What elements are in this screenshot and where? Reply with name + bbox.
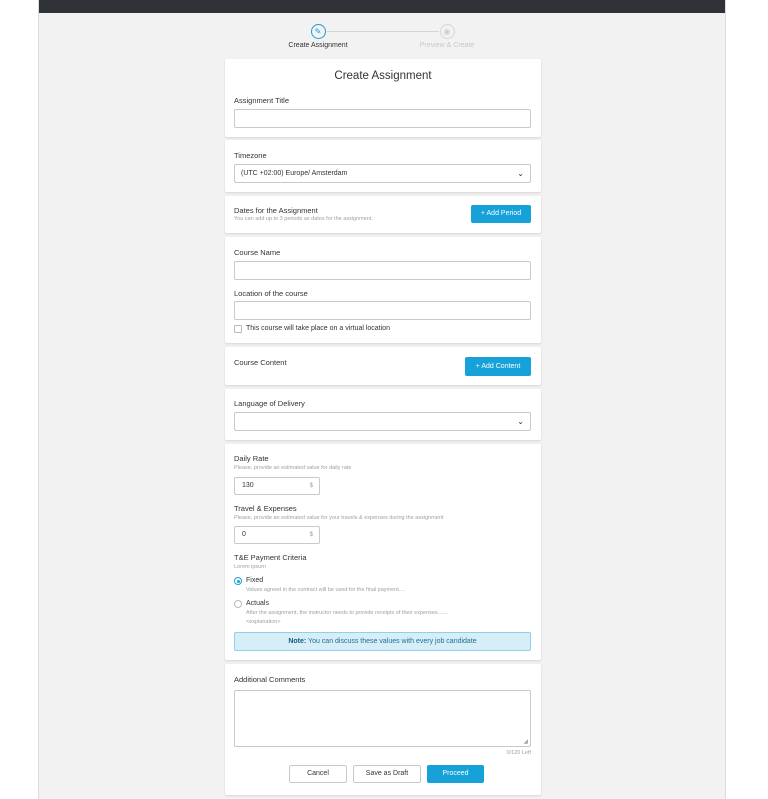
travel-input[interactable] — [234, 526, 320, 544]
actuals-label: Actuals — [246, 600, 269, 607]
note-text: You can discuss these values with every job candidate — [306, 638, 477, 645]
actuals-radio[interactable] — [234, 600, 242, 608]
course-card — [225, 237, 541, 343]
timezone-label: Timezone — [234, 151, 267, 160]
step-preview-create[interactable] — [397, 24, 497, 49]
location-input[interactable] — [234, 301, 531, 320]
step-label: Create Assignment — [288, 42, 348, 49]
comments-textarea[interactable] — [234, 690, 531, 747]
assignment-title-card — [225, 59, 541, 137]
daily-rate-hint: Please, provide an estimated value for daily rate — [234, 465, 352, 471]
step-label: Preview & Create — [419, 42, 475, 49]
virtual-location-checkbox[interactable] — [234, 325, 242, 333]
travel-value: 0 — [242, 531, 246, 538]
comments-label: Additional Comments — [234, 675, 306, 684]
daily-rate-label: Daily Rate — [234, 454, 269, 463]
page-title: Create Assignment — [334, 70, 432, 82]
actuals-explanation: <explanation> — [246, 619, 281, 625]
rates-card — [225, 444, 541, 660]
timezone-card — [225, 140, 541, 192]
travel-label: Travel & Expenses — [234, 504, 297, 513]
course-content-card — [225, 347, 541, 385]
location-label: Location of the course — [234, 289, 308, 298]
comments-counter: 0/120 Left — [506, 750, 531, 756]
note-banner — [234, 632, 531, 651]
chevron-down-icon: ⌄ — [517, 417, 524, 426]
fixed-desc: Values agreed in the contract will be used for the final payment.... — [246, 587, 405, 593]
chevron-down-icon: ⌄ — [517, 169, 524, 178]
payment-criteria-label: T&E Payment Criteria — [234, 553, 307, 562]
assignment-title-label: Assignment Title — [234, 96, 290, 105]
payment-criteria-hint: Lorem ipsum — [234, 564, 266, 570]
language-label: Language of Delivery — [234, 399, 305, 408]
dates-label: Dates for the Assignment — [234, 206, 318, 215]
language-card — [225, 389, 541, 440]
daily-rate-input[interactable] — [234, 477, 320, 495]
fixed-radio[interactable] — [234, 577, 242, 585]
proceed-button[interactable]: Proceed — [427, 765, 484, 783]
course-name-input[interactable] — [234, 261, 531, 280]
course-content-label: Course Content — [234, 358, 287, 367]
app-frame — [38, 0, 726, 799]
timezone-value: (UTC +02:00) Europe/ Amsterdam — [241, 170, 348, 177]
step-create-assignment[interactable] — [268, 24, 368, 49]
daily-rate-value: 130 — [242, 482, 254, 489]
cancel-button[interactable]: Cancel — [289, 765, 347, 783]
travel-hint: Please, provide an estimated value for your travels & expenses during the assignment — [234, 515, 444, 521]
dollar-icon: $ — [309, 532, 313, 538]
language-select[interactable] — [234, 412, 531, 431]
dates-card — [225, 196, 541, 233]
resize-grip-icon[interactable]: ◢ — [523, 739, 528, 745]
add-content-button[interactable]: + Add Content — [465, 357, 531, 376]
top-bar — [39, 0, 725, 13]
note-strong: Note: — [288, 638, 307, 645]
timezone-select[interactable] — [234, 164, 531, 183]
eye-icon: ◉ — [440, 24, 455, 39]
fixed-label: Fixed — [246, 577, 264, 584]
virtual-location-label: This course will take place on a virtual location — [246, 325, 390, 332]
dollar-icon: $ — [309, 483, 313, 489]
save-draft-button[interactable]: Save as Draft — [353, 765, 421, 783]
pencil-icon: ✎ — [311, 24, 326, 39]
comments-card — [225, 664, 541, 795]
actuals-desc: After the assignment, the instructor needs to provide receipts of their expenses....... — [246, 610, 449, 616]
add-period-button[interactable]: + Add Period — [471, 205, 531, 223]
dates-hint: You can add up to 3 periods as dates for the assignment. — [234, 216, 373, 222]
assignment-title-input[interactable] — [234, 109, 531, 128]
course-name-label: Course Name — [234, 248, 281, 257]
